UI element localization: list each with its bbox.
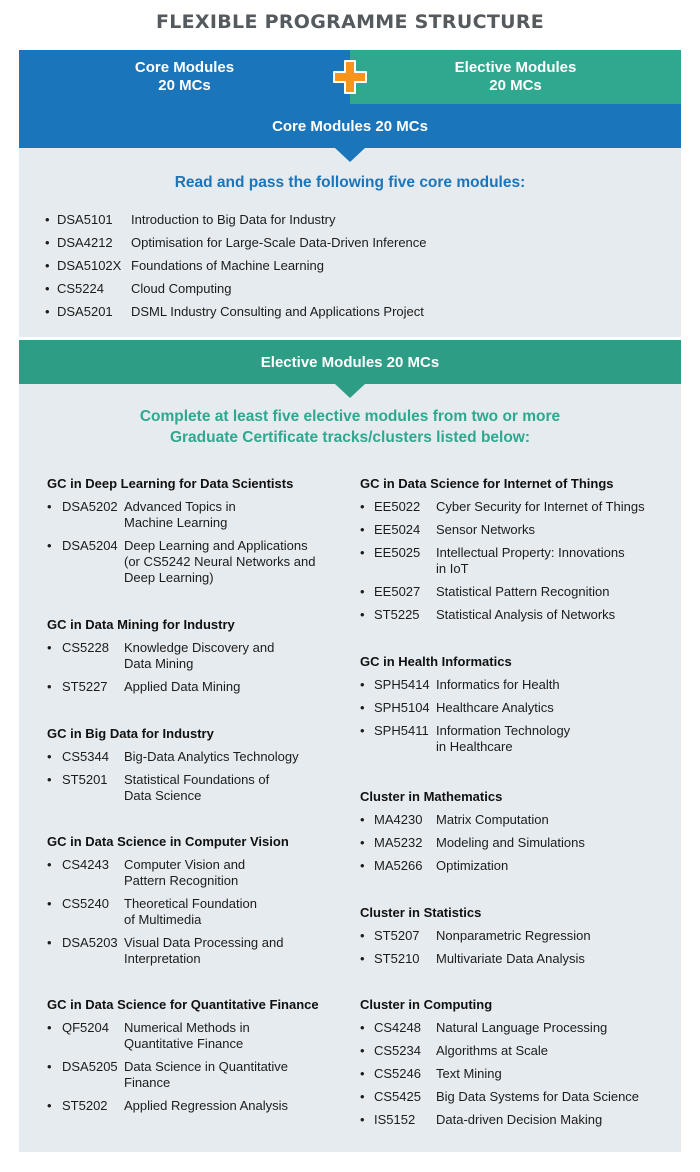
elective-module-item bbox=[47, 640, 324, 672]
bullet-icon: • bbox=[47, 640, 52, 655]
module-code: QF5204 bbox=[62, 1020, 109, 1035]
module-code: ST5225 bbox=[374, 607, 420, 622]
module-name bbox=[436, 522, 671, 538]
module-name bbox=[436, 723, 671, 755]
module-name-line: Advanced Topics in bbox=[124, 499, 236, 514]
elective-module-item bbox=[47, 679, 324, 695]
elective-module-item bbox=[47, 935, 324, 967]
module-code: DSA4212 bbox=[57, 235, 113, 250]
group-title: GC in Data Science for Internet of Things bbox=[360, 476, 614, 491]
module-code: SPH5414 bbox=[374, 677, 430, 692]
bullet-icon: • bbox=[47, 679, 52, 694]
elective-modules-panel bbox=[19, 340, 681, 1152]
elective-module-item bbox=[360, 858, 671, 874]
bullet-icon: • bbox=[360, 677, 365, 692]
module-code: DSA5203 bbox=[62, 935, 118, 950]
module-name-line: Applied Data Mining bbox=[124, 679, 241, 694]
bullet-icon: • bbox=[360, 1020, 365, 1035]
module-name bbox=[124, 749, 324, 765]
module-name: Cloud Computing bbox=[131, 281, 232, 296]
elective-module-item bbox=[360, 723, 671, 755]
elective-instruction-line-1: Complete at least five elective modules from two or more bbox=[139, 408, 561, 425]
module-name bbox=[124, 499, 324, 531]
module-code: MA5232 bbox=[374, 835, 423, 850]
module-name bbox=[124, 1098, 324, 1114]
module-code: DSA5102X bbox=[57, 258, 122, 273]
module-code: MA4230 bbox=[374, 812, 423, 827]
module-name-line: Modeling and Simulations bbox=[436, 835, 585, 850]
module-name bbox=[436, 677, 671, 693]
module-name-line: Numerical Methods in bbox=[124, 1020, 250, 1035]
bullet-icon: • bbox=[47, 896, 52, 911]
core-modules-heading: Core Modules 20 MCs bbox=[19, 104, 681, 148]
bullet-icon: • bbox=[45, 281, 50, 296]
core-summary-label: Core Modules bbox=[134, 59, 235, 76]
module-name-line: Theoretical Foundation bbox=[124, 896, 257, 911]
bullet-icon: • bbox=[45, 304, 50, 319]
module-code: CS4248 bbox=[374, 1020, 421, 1035]
elective-module-item bbox=[47, 1059, 324, 1091]
elective-module-item bbox=[360, 928, 671, 944]
bullet-icon: • bbox=[360, 584, 365, 599]
module-code: IS5152 bbox=[374, 1112, 416, 1127]
module-name-line: Statistical Foundations of bbox=[124, 772, 270, 787]
module-name-line: Computer Vision and bbox=[124, 857, 246, 872]
core-modules-summary bbox=[19, 50, 350, 104]
module-name bbox=[124, 1020, 324, 1052]
module-name bbox=[124, 1059, 324, 1091]
module-code: EE5027 bbox=[374, 584, 421, 599]
elective-module-item bbox=[360, 1020, 671, 1036]
module-name bbox=[436, 545, 671, 577]
module-name bbox=[436, 928, 671, 944]
core-heading-pointer bbox=[335, 148, 365, 162]
module-name-line: in IoT bbox=[436, 561, 469, 576]
module-name bbox=[436, 951, 671, 967]
module-name bbox=[436, 858, 671, 874]
bullet-icon: • bbox=[47, 772, 52, 787]
module-code: DSA5202 bbox=[62, 499, 118, 514]
module-name-line: Data Science in Quantitative bbox=[124, 1059, 289, 1074]
plus-icon bbox=[333, 60, 367, 94]
elective-module-item bbox=[360, 700, 671, 716]
elective-module-item bbox=[360, 584, 671, 600]
module-name-line: Multivariate Data Analysis bbox=[436, 951, 585, 966]
module-name-line: Interpretation bbox=[124, 951, 201, 966]
module-name-line: Algorithms at Scale bbox=[436, 1043, 548, 1058]
module-name: DSML Industry Consulting and Applications Project bbox=[131, 304, 424, 319]
bullet-icon: • bbox=[47, 1020, 52, 1035]
bullet-icon: • bbox=[360, 1066, 365, 1081]
bullet-icon: • bbox=[360, 812, 365, 827]
module-name bbox=[124, 538, 324, 586]
module-code: CS5240 bbox=[62, 896, 109, 911]
elective-heading-pointer bbox=[335, 384, 365, 398]
bullet-icon: • bbox=[360, 1089, 365, 1104]
group-title: GC in Data Mining for Industry bbox=[47, 617, 235, 632]
module-code: CS4243 bbox=[62, 857, 109, 872]
elective-module-item bbox=[360, 677, 671, 693]
module-name bbox=[436, 499, 671, 515]
module-name-line: Deep Learning and Applications bbox=[124, 538, 308, 553]
module-name-line: Matrix Computation bbox=[436, 812, 549, 827]
group-title: GC in Data Science for Quantitative Finance bbox=[47, 997, 319, 1012]
bullet-icon: • bbox=[360, 700, 365, 715]
module-name bbox=[124, 679, 324, 695]
elective-module-item bbox=[47, 538, 324, 586]
module-name-line: Healthcare Analytics bbox=[436, 700, 554, 715]
module-code: ST5227 bbox=[62, 679, 108, 694]
module-name bbox=[436, 607, 671, 623]
module-name-line: Sensor Networks bbox=[436, 522, 535, 537]
module-name-line: Quantitative Finance bbox=[124, 1036, 244, 1051]
module-name bbox=[436, 1112, 671, 1128]
module-name bbox=[124, 772, 324, 804]
elective-module-item bbox=[360, 1043, 671, 1059]
bullet-icon: • bbox=[47, 749, 52, 764]
bullet-icon: • bbox=[360, 522, 365, 537]
module-code: CS5224 bbox=[57, 281, 104, 296]
bullet-icon: • bbox=[47, 935, 52, 950]
elective-modules-instruction bbox=[19, 406, 681, 448]
bullet-icon: • bbox=[360, 951, 365, 966]
module-code: SPH5104 bbox=[374, 700, 430, 715]
core-module-item bbox=[45, 281, 665, 304]
module-name-line: Pattern Recognition bbox=[124, 873, 239, 888]
bullet-icon: • bbox=[47, 1059, 52, 1074]
elective-module-item bbox=[47, 499, 324, 531]
elective-module-item bbox=[360, 951, 671, 967]
bullet-icon: • bbox=[47, 857, 52, 872]
module-code: MA5266 bbox=[374, 858, 423, 873]
elective-modules-summary bbox=[350, 50, 681, 104]
module-name-line: Machine Learning bbox=[124, 515, 228, 530]
module-name-line: Data-driven Decision Making bbox=[436, 1112, 603, 1127]
module-name-line: Big Data Systems for Data Science bbox=[436, 1089, 640, 1104]
module-name-line: Finance bbox=[124, 1075, 171, 1090]
module-name-line: Intellectual Property: Innovations bbox=[436, 545, 625, 560]
core-module-item bbox=[45, 235, 665, 258]
module-code: CS5344 bbox=[62, 749, 109, 764]
module-code: CS5425 bbox=[374, 1089, 421, 1104]
core-modules-instruction: Read and pass the following five core modules: bbox=[174, 174, 526, 191]
bullet-icon: • bbox=[45, 258, 50, 273]
module-code: ST5202 bbox=[62, 1098, 108, 1113]
module-name bbox=[436, 1043, 671, 1059]
elective-summary-label: Elective Modules bbox=[454, 59, 577, 76]
elective-module-item bbox=[360, 522, 671, 538]
module-name-line: Deep Learning) bbox=[124, 570, 214, 585]
elective-instruction-line-2: Graduate Certificate tracks/clusters listed below: bbox=[169, 429, 531, 446]
page-title: FLEXIBLE PROGRAMME STRUCTURE bbox=[155, 11, 545, 33]
module-name-line: Knowledge Discovery and bbox=[124, 640, 275, 655]
module-name-line: Big-Data Analytics Technology bbox=[124, 749, 299, 764]
module-code: DSA5204 bbox=[62, 538, 118, 553]
module-name-line: Visual Data Processing and bbox=[124, 935, 284, 950]
programme-summary-bar bbox=[19, 50, 681, 104]
elective-module-item bbox=[360, 499, 671, 515]
module-name bbox=[436, 700, 671, 716]
bullet-icon: • bbox=[47, 538, 52, 553]
module-name-line: Nonparametric Regression bbox=[436, 928, 591, 943]
module-name: Introduction to Big Data for Industry bbox=[131, 212, 336, 227]
core-summary-credits: 20 MCs bbox=[158, 77, 211, 94]
core-module-item bbox=[45, 212, 665, 235]
module-name-line: Statistical Pattern Recognition bbox=[436, 584, 610, 599]
module-code: EE5024 bbox=[374, 522, 421, 537]
bullet-icon: • bbox=[47, 499, 52, 514]
group-title: Cluster in Mathematics bbox=[360, 789, 503, 804]
module-name-line: Natural Language Processing bbox=[436, 1020, 608, 1035]
elective-module-item bbox=[360, 545, 671, 577]
module-code: SPH5411 bbox=[374, 723, 429, 738]
module-name-line: Statistical Analysis of Networks bbox=[436, 607, 616, 622]
bullet-icon: • bbox=[47, 1098, 52, 1113]
module-code: EE5025 bbox=[374, 545, 421, 560]
elective-module-item bbox=[47, 749, 324, 765]
module-name-line: (or CS5242 Neural Networks and bbox=[124, 554, 316, 569]
module-name-line: of Multimedia bbox=[124, 912, 202, 927]
module-code: DSA5205 bbox=[62, 1059, 118, 1074]
elective-module-item bbox=[47, 1020, 324, 1052]
module-name-line: Text Mining bbox=[436, 1066, 502, 1081]
module-name bbox=[436, 584, 671, 600]
group-title: GC in Health Informatics bbox=[360, 654, 512, 669]
elective-modules-heading: Elective Modules 20 MCs bbox=[19, 340, 681, 384]
module-name-line: Information Technology bbox=[436, 723, 571, 738]
bullet-icon: • bbox=[360, 499, 365, 514]
module-code: DSA5201 bbox=[57, 304, 113, 319]
module-code: EE5022 bbox=[374, 499, 421, 514]
module-code: ST5207 bbox=[374, 928, 420, 943]
bullet-icon: • bbox=[360, 1043, 365, 1058]
core-modules-panel bbox=[19, 104, 681, 337]
module-name bbox=[124, 857, 324, 889]
bullet-icon: • bbox=[45, 212, 50, 227]
module-name-line: Informatics for Health bbox=[436, 677, 560, 692]
elective-module-item bbox=[47, 772, 324, 804]
core-module-list bbox=[45, 212, 665, 327]
module-name bbox=[436, 1066, 671, 1082]
elective-module-item bbox=[360, 1112, 671, 1128]
module-code: ST5201 bbox=[62, 772, 108, 787]
module-name bbox=[124, 935, 324, 967]
module-code: ST5210 bbox=[374, 951, 420, 966]
bullet-icon: • bbox=[360, 723, 365, 738]
elective-module-item bbox=[360, 607, 671, 623]
module-name-line: Applied Regression Analysis bbox=[124, 1098, 289, 1113]
bullet-icon: • bbox=[360, 928, 365, 943]
elective-module-item bbox=[360, 812, 671, 828]
module-name: Optimisation for Large-Scale Data-Driven Inference bbox=[131, 235, 427, 250]
module-name bbox=[436, 1020, 671, 1036]
module-name-line: Data Mining bbox=[124, 656, 194, 671]
group-title: GC in Deep Learning for Data Scientists bbox=[47, 476, 294, 491]
bullet-icon: • bbox=[45, 235, 50, 250]
module-code: CS5246 bbox=[374, 1066, 421, 1081]
core-module-item bbox=[45, 304, 665, 327]
bullet-icon: • bbox=[360, 545, 365, 560]
elective-module-item bbox=[360, 835, 671, 851]
module-code: DSA5101 bbox=[57, 212, 113, 227]
module-name bbox=[436, 835, 671, 851]
module-name: Foundations of Machine Learning bbox=[131, 258, 324, 273]
group-title: Cluster in Statistics bbox=[360, 905, 482, 920]
elective-module-item bbox=[360, 1089, 671, 1105]
elective-module-item bbox=[47, 896, 324, 928]
module-name-line: Cyber Security for Internet of Things bbox=[436, 499, 645, 514]
module-name-line: Optimization bbox=[436, 858, 509, 873]
elective-module-item bbox=[360, 1066, 671, 1082]
module-code: CS5234 bbox=[374, 1043, 421, 1058]
bullet-icon: • bbox=[360, 858, 365, 873]
group-title: GC in Data Science in Computer Vision bbox=[47, 834, 289, 849]
group-title: GC in Big Data for Industry bbox=[47, 726, 214, 741]
bullet-icon: • bbox=[360, 1112, 365, 1127]
module-name bbox=[124, 640, 324, 672]
module-name bbox=[436, 1089, 671, 1105]
elective-summary-credits: 20 MCs bbox=[489, 77, 542, 94]
module-name bbox=[124, 896, 324, 928]
bullet-icon: • bbox=[360, 835, 365, 850]
module-code: CS5228 bbox=[62, 640, 109, 655]
module-name-line: in Healthcare bbox=[436, 739, 513, 754]
elective-module-item bbox=[47, 1098, 324, 1114]
elective-module-item bbox=[47, 857, 324, 889]
group-title: Cluster in Computing bbox=[360, 997, 493, 1012]
module-name bbox=[436, 812, 671, 828]
bullet-icon: • bbox=[360, 607, 365, 622]
core-module-item bbox=[45, 258, 665, 281]
module-name-line: Data Science bbox=[124, 788, 202, 803]
